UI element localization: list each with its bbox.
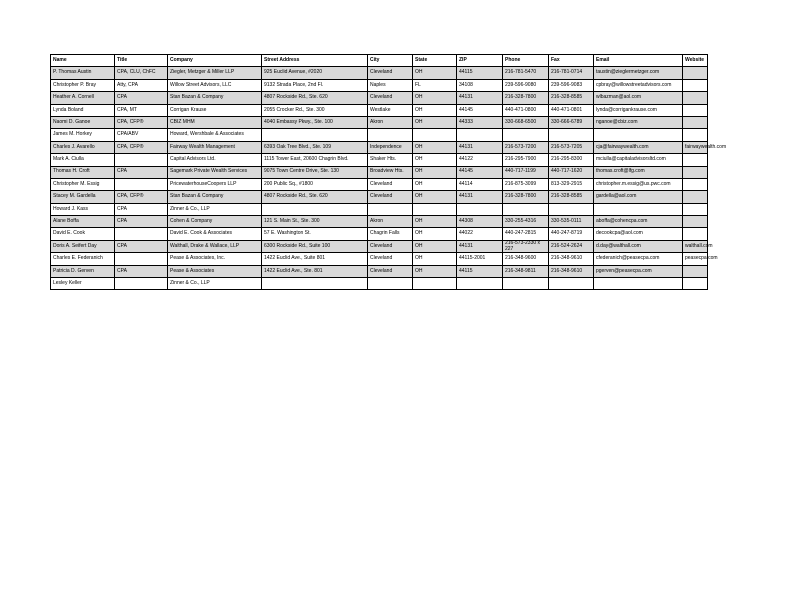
cell-phone: 216-328-7800 (503, 191, 549, 203)
table-row (51, 216, 708, 228)
cell-website (683, 203, 708, 215)
table-row (51, 67, 708, 79)
cell-name: Doris A. Seifert Day (51, 240, 115, 252)
cell-state: OH (413, 116, 457, 128)
cell-website (683, 191, 708, 203)
cell-street-address (262, 203, 368, 215)
cell-city: Independence (368, 141, 413, 153)
cell-street-address: 6393 Oak Tree Blvd., Ste. 109 (262, 141, 368, 153)
cell-website (683, 154, 708, 166)
column-header-fax: Fax (549, 55, 594, 67)
cell-city: Shaker Hts. (368, 154, 413, 166)
table-row (51, 240, 708, 252)
table-row (51, 178, 708, 190)
cell-street-address: 1422 Euclid Ave., Suite 801 (262, 253, 368, 265)
cell-name: Naomi D. Ganoe (51, 116, 115, 128)
cell-name: Charles E. Federanich (51, 253, 115, 265)
cell-zip (457, 129, 503, 141)
cell-street-address: 6300 Rockside Rd., Suite 100 (262, 240, 368, 252)
cell-website (683, 104, 708, 116)
cell-city (368, 203, 413, 215)
cell-title: CPA, CLU, ChFC (115, 67, 168, 79)
cell-phone: 216-295-7900 (503, 154, 549, 166)
cell-email: nganoe@cbiz.com (594, 116, 683, 128)
cell-state (413, 203, 457, 215)
cell-company: Willow Street Advisors, LLC (168, 79, 262, 91)
cell-phone: 440-717-1199 (503, 166, 549, 178)
cell-website (683, 228, 708, 240)
cell-website (683, 67, 708, 79)
cell-title: CPA/ABV (115, 129, 168, 141)
cell-company: PricewaterhouseCoopers LLP (168, 178, 262, 190)
cell-phone: 216-573-2330 x 227 (503, 240, 549, 252)
cell-company: Cohen & Company (168, 216, 262, 228)
cell-city: Chagrin Falls (368, 228, 413, 240)
cell-phone (503, 203, 549, 215)
cell-state: OH (413, 265, 457, 277)
cell-phone: 330-255-4316 (503, 216, 549, 228)
column-header-state: State (413, 55, 457, 67)
cell-phone: 216-348-9600 (503, 253, 549, 265)
cell-fax: 216-348-9610 (549, 253, 594, 265)
cell-title: Atty, CPA (115, 79, 168, 91)
cell-street-address: 9075 Town Centre Drive, Ste. 130 (262, 166, 368, 178)
cell-zip: 44115 (457, 265, 503, 277)
cell-title (115, 154, 168, 166)
cell-website (683, 166, 708, 178)
cell-zip: 44131 (457, 191, 503, 203)
cell-fax (549, 203, 594, 215)
cell-website: peasecpa.com (683, 253, 708, 265)
cell-state: OH (413, 253, 457, 265)
table-row (51, 79, 708, 91)
cell-city: Cleveland (368, 92, 413, 104)
cell-street-address: 4040 Embassy Pkwy., Ste. 100 (262, 116, 368, 128)
cell-state: OH (413, 240, 457, 252)
cell-title: CPA (115, 92, 168, 104)
cell-name: Heather A. Cornell (51, 92, 115, 104)
cell-zip: 44131 (457, 141, 503, 153)
column-header-city: City (368, 55, 413, 67)
cell-name: James M. Horkey (51, 129, 115, 141)
cell-street-address (262, 129, 368, 141)
cell-name: Lynda Boland (51, 104, 115, 116)
cell-fax: 216-348-9610 (549, 265, 594, 277)
cell-state: OH (413, 141, 457, 153)
cell-company: Walthall, Drake & Wallace, LLP (168, 240, 262, 252)
cell-phone: 216-328-7800 (503, 92, 549, 104)
cell-state: OH (413, 67, 457, 79)
cell-city: Cleveland (368, 191, 413, 203)
cell-zip: 44022 (457, 228, 503, 240)
cell-street-address: 9132 Strada Place, 2nd Fl. (262, 79, 368, 91)
cell-city: Cleveland (368, 240, 413, 252)
cell-street-address (262, 278, 368, 290)
cell-company: Stan Bazan & Company (168, 92, 262, 104)
cell-name: Mark A. Ciulla (51, 154, 115, 166)
cell-state: OH (413, 216, 457, 228)
cell-phone: 239-596-9080 (503, 79, 549, 91)
cell-zip: 44145 (457, 104, 503, 116)
table-row (51, 278, 708, 290)
column-header-email: Email (594, 55, 683, 67)
cell-title (115, 178, 168, 190)
cell-email (594, 129, 683, 141)
cell-name: Christopher M. Essig (51, 178, 115, 190)
cell-website (683, 278, 708, 290)
cell-zip: 34108 (457, 79, 503, 91)
cell-name: David E. Cook (51, 228, 115, 240)
cell-state: OH (413, 104, 457, 116)
cell-city: Westlake (368, 104, 413, 116)
cell-city: Broadview Hts. (368, 166, 413, 178)
cell-zip: 44122 (457, 154, 503, 166)
cell-fax: 330-666-6789 (549, 116, 594, 128)
cell-city: Cleveland (368, 265, 413, 277)
cell-website (683, 129, 708, 141)
table-row (51, 166, 708, 178)
cell-title: CPA (115, 265, 168, 277)
cell-fax: 239-596-9083 (549, 79, 594, 91)
cell-website (683, 116, 708, 128)
table-row (51, 154, 708, 166)
column-header-company: Company (168, 55, 262, 67)
cell-email: gardella@aol.com (594, 191, 683, 203)
cell-fax: 216-328-8585 (549, 92, 594, 104)
cell-phone: 216-348-9811 (503, 265, 549, 277)
cell-title: CPA, CFP® (115, 191, 168, 203)
cell-street-address: 1422 Euclid Ave., Ste. 801 (262, 265, 368, 277)
table-row (51, 203, 708, 215)
cell-company: Pease & Associates, Inc. (168, 253, 262, 265)
cell-name: Lesley Keller (51, 278, 115, 290)
table-row (51, 129, 708, 141)
cell-name: Alane Boffa (51, 216, 115, 228)
cell-company: Sagemark Private Wealth Services (168, 166, 262, 178)
cell-company: Ziegler, Metzger & Miller LLP (168, 67, 262, 79)
cell-city: Akron (368, 116, 413, 128)
cell-street-address: 925 Euclid Avenue, #2020 (262, 67, 368, 79)
cell-email: aboffa@cohencpa.com (594, 216, 683, 228)
cell-title: CPA, CFP® (115, 116, 168, 128)
cell-company: Zinner & Co., LLP (168, 278, 262, 290)
cell-name: Stacey M. Gardella (51, 191, 115, 203)
column-header-name: Name (51, 55, 115, 67)
cell-fax: 216-524-2624 (549, 240, 594, 252)
cell-zip: 44145 (457, 166, 503, 178)
cell-zip: 44308 (457, 216, 503, 228)
cell-phone: 216-781-5470 (503, 67, 549, 79)
cell-city: Cleveland (368, 253, 413, 265)
cell-email: mciulla@capitaladvisorsltd.com (594, 154, 683, 166)
table-row (51, 265, 708, 277)
cell-title: CPA (115, 166, 168, 178)
cell-email: lynda@corrigankrause.com (594, 104, 683, 116)
cell-zip: 44333 (457, 116, 503, 128)
cell-title (115, 253, 168, 265)
cell-fax: 216-295-8300 (549, 154, 594, 166)
cell-state: OH (413, 166, 457, 178)
table-row (51, 228, 708, 240)
contact-spreadsheet (50, 54, 727, 290)
cell-city: Akron (368, 216, 413, 228)
cell-zip: 44115 (457, 67, 503, 79)
cell-company: Zinner & Co., LLP (168, 203, 262, 215)
cell-state: FL (413, 79, 457, 91)
cell-street-address: 1115 Tower East, 20600 Chagrin Blvd. (262, 154, 368, 166)
cell-city: Cleveland (368, 67, 413, 79)
header-row (51, 55, 708, 67)
cell-website (683, 178, 708, 190)
cell-company: Corrigan Krause (168, 104, 262, 116)
cell-zip (457, 203, 503, 215)
cell-title (115, 228, 168, 240)
cell-email (594, 203, 683, 215)
cell-title: CPA (115, 203, 168, 215)
cell-state: OH (413, 228, 457, 240)
cell-title: CPA (115, 240, 168, 252)
cell-city: Cleveland (368, 178, 413, 190)
cell-fax (549, 278, 594, 290)
cell-phone: 440-247-2815 (503, 228, 549, 240)
column-header-street-address: Street Address (262, 55, 368, 67)
cell-name: Patricia D. Gerven (51, 265, 115, 277)
cell-website (683, 92, 708, 104)
table-row (51, 92, 708, 104)
cell-city (368, 278, 413, 290)
table-row (51, 253, 708, 265)
cell-title (115, 278, 168, 290)
table-body (51, 67, 727, 290)
cell-street-address: 121 S. Main St., Ste. 300 (262, 216, 368, 228)
cell-street-address: 4807 Rockside Rd., Ste. 620 (262, 191, 368, 203)
cell-state: OH (413, 178, 457, 190)
cell-email: christopher.m.essig@us.pwc.com (594, 178, 683, 190)
cell-email: cpbray@willowstreetadvisors.com (594, 79, 683, 91)
cell-zip (457, 278, 503, 290)
cell-phone (503, 129, 549, 141)
cell-city (368, 129, 413, 141)
cell-phone (503, 278, 549, 290)
cell-street-address: 200 Public Sq., #1800 (262, 178, 368, 190)
table-row (51, 141, 708, 153)
cell-phone: 330-668-6500 (503, 116, 549, 128)
cell-website: walthall.com (683, 240, 708, 252)
cell-fax: 216-328-8585 (549, 191, 594, 203)
column-header-title: Title (115, 55, 168, 67)
cell-email: decookcpa@aol.com (594, 228, 683, 240)
cell-fax: 216-781-0714 (549, 67, 594, 79)
cell-fax: 440-717-1620 (549, 166, 594, 178)
cell-zip: 44131 (457, 240, 503, 252)
cell-company: David E. Cook & Associates (168, 228, 262, 240)
cell-state: OH (413, 191, 457, 203)
cell-email: taustin@zieglermetzger.com (594, 67, 683, 79)
cell-name: Thomas H. Croft (51, 166, 115, 178)
cell-city: Naples (368, 79, 413, 91)
cell-website (683, 79, 708, 91)
cell-website (683, 216, 708, 228)
cell-company: Howard, Wershbale & Associates (168, 129, 262, 141)
cell-state (413, 278, 457, 290)
cell-email: d.day@walthall.com (594, 240, 683, 252)
cell-email: pgerven@peasecpa.com (594, 265, 683, 277)
cell-company: Capital Advisors Ltd. (168, 154, 262, 166)
cell-street-address: 57 E. Washington St. (262, 228, 368, 240)
cell-company: Fairway Wealth Management (168, 141, 262, 153)
cell-fax: 216-573-7205 (549, 141, 594, 153)
cell-website: fairwaywealth.com (683, 141, 708, 153)
table-row (51, 191, 708, 203)
cell-street-address: 2055 Crocker Rd., Ste. 300 (262, 104, 368, 116)
cell-email (594, 278, 683, 290)
cell-fax: 813-329-2915 (549, 178, 594, 190)
cell-phone: 440-471-0800 (503, 104, 549, 116)
cell-zip: 44115-2001 (457, 253, 503, 265)
cell-state: OH (413, 92, 457, 104)
cell-title: CPA, CFP® (115, 141, 168, 153)
cell-name: Howard J. Kass (51, 203, 115, 215)
table-row (51, 116, 708, 128)
cell-name: Charles J. Avarello (51, 141, 115, 153)
column-header-zip: ZIP (457, 55, 503, 67)
cell-zip: 44114 (457, 178, 503, 190)
cell-website (683, 265, 708, 277)
cell-company: CBIZ MHM (168, 116, 262, 128)
cell-zip: 44131 (457, 92, 503, 104)
cell-name: P. Thomas Austin (51, 67, 115, 79)
cell-state (413, 129, 457, 141)
column-header-website: Website (683, 55, 708, 67)
cell-phone: 216-573-7200 (503, 141, 549, 153)
cell-email: thomas.croft@lfg.com (594, 166, 683, 178)
cell-fax (549, 129, 594, 141)
cell-company: Pease & Associates (168, 265, 262, 277)
cell-title: CPA (115, 216, 168, 228)
cell-company: Stan Bazan & Company (168, 191, 262, 203)
column-header-phone: Phone (503, 55, 549, 67)
cell-name: Christopher P. Bray (51, 79, 115, 91)
cell-street-address: 4807 Rockside Rd., Ste. 620 (262, 92, 368, 104)
table-row (51, 104, 708, 116)
cell-fax: 440-247-8719 (549, 228, 594, 240)
cell-phone: 216-875-3099 (503, 178, 549, 190)
cell-state: OH (413, 154, 457, 166)
cell-fax: 330-535-0111 (549, 216, 594, 228)
cell-title: CPA, MT (115, 104, 168, 116)
cell-email: cja@fairwaywealth.com (594, 141, 683, 153)
cell-email: cfederanich@peasecpa.com (594, 253, 683, 265)
cell-fax: 440-471-0801 (549, 104, 594, 116)
cell-email: wlbazman@aol.com (594, 92, 683, 104)
